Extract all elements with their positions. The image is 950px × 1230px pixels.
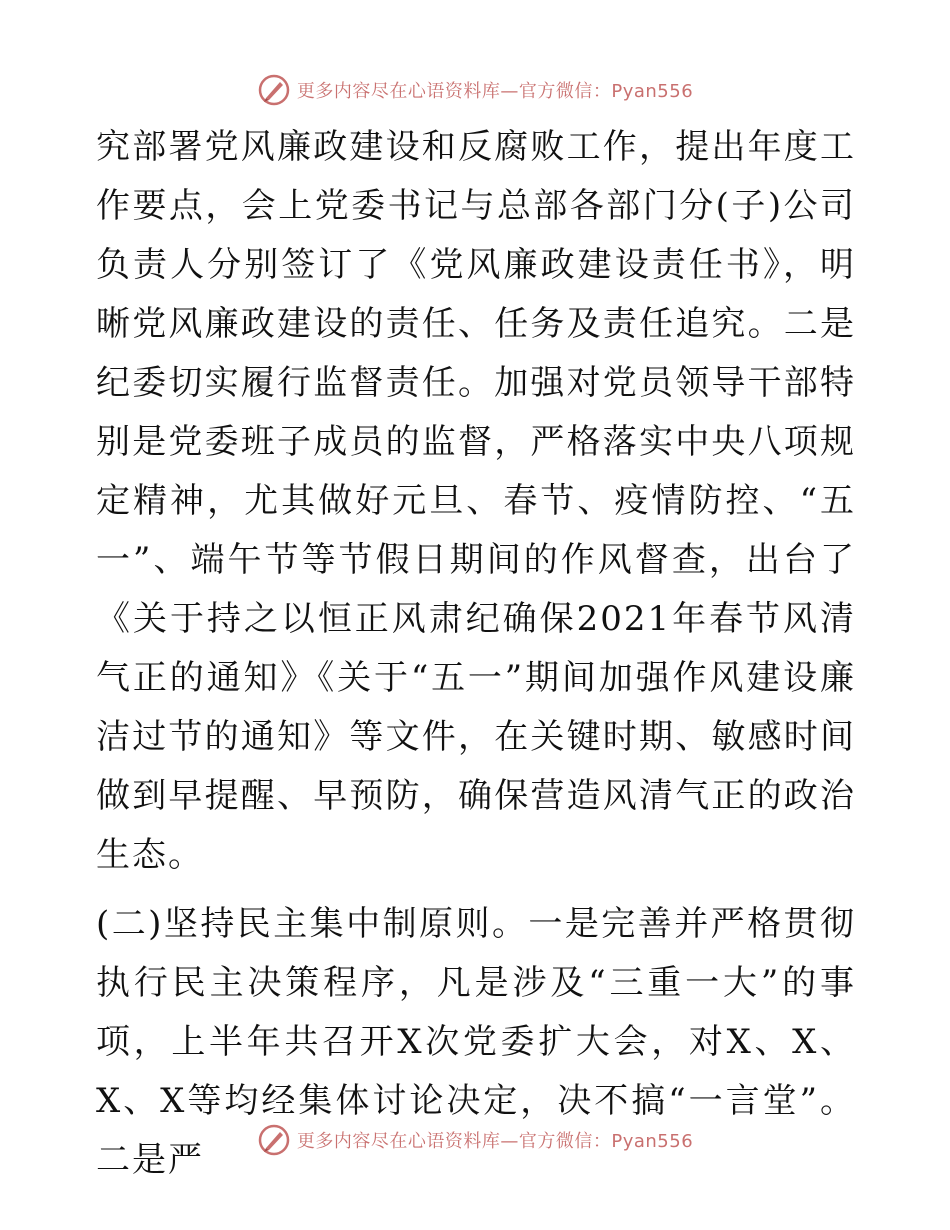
footer-watermark (0, 1120, 950, 1160)
quill-pen-logo-icon (257, 73, 291, 107)
watermark-text: 更多内容尽在心语资料库—官方微信：Pyan556 (296, 81, 694, 102)
document-body (96, 118, 856, 1190)
paragraph: 究部署党风廉政建设和反腐败工作，提出年度工作要点，会上党委书记与总部各部门分(子)公司负责人分别签订了《党风廉政建设责任书》，明晰党风廉政建设的责任、任务及责任追究。二是纪委切实履行监督责任。加强对党员领导干部特别是党委班子成员的监督，严格落实中央八项规定精神，尤其做好元旦、春节、疫情防控、“五一”、端午节等节假日期间的作风督查，出台了《关于持之以恒正风肃纪确保2021年春节风清气正的通知》《关于“五一”期间加强作风建设廉洁过节的通知》等文件，在关键时期、敏感时间做到早提醒、早预防，确保营造风清气正的政治生态。 (96, 127, 856, 875)
watermark-text: 更多内容尽在心语资料库—官方微信：Pyan556 (296, 1131, 694, 1152)
quill-pen-logo-icon (257, 1123, 291, 1157)
header-watermark (0, 70, 950, 110)
paragraph: (二)坚持民主集中制原则。一是完善并严格贯彻执行民主决策程序，凡是涉及“三重一大”的事项，上半年共召开X次党委扩大会，对X、X、X、X等均经集体讨论决定，决不搞“一言堂”。二是严 (96, 904, 856, 1180)
